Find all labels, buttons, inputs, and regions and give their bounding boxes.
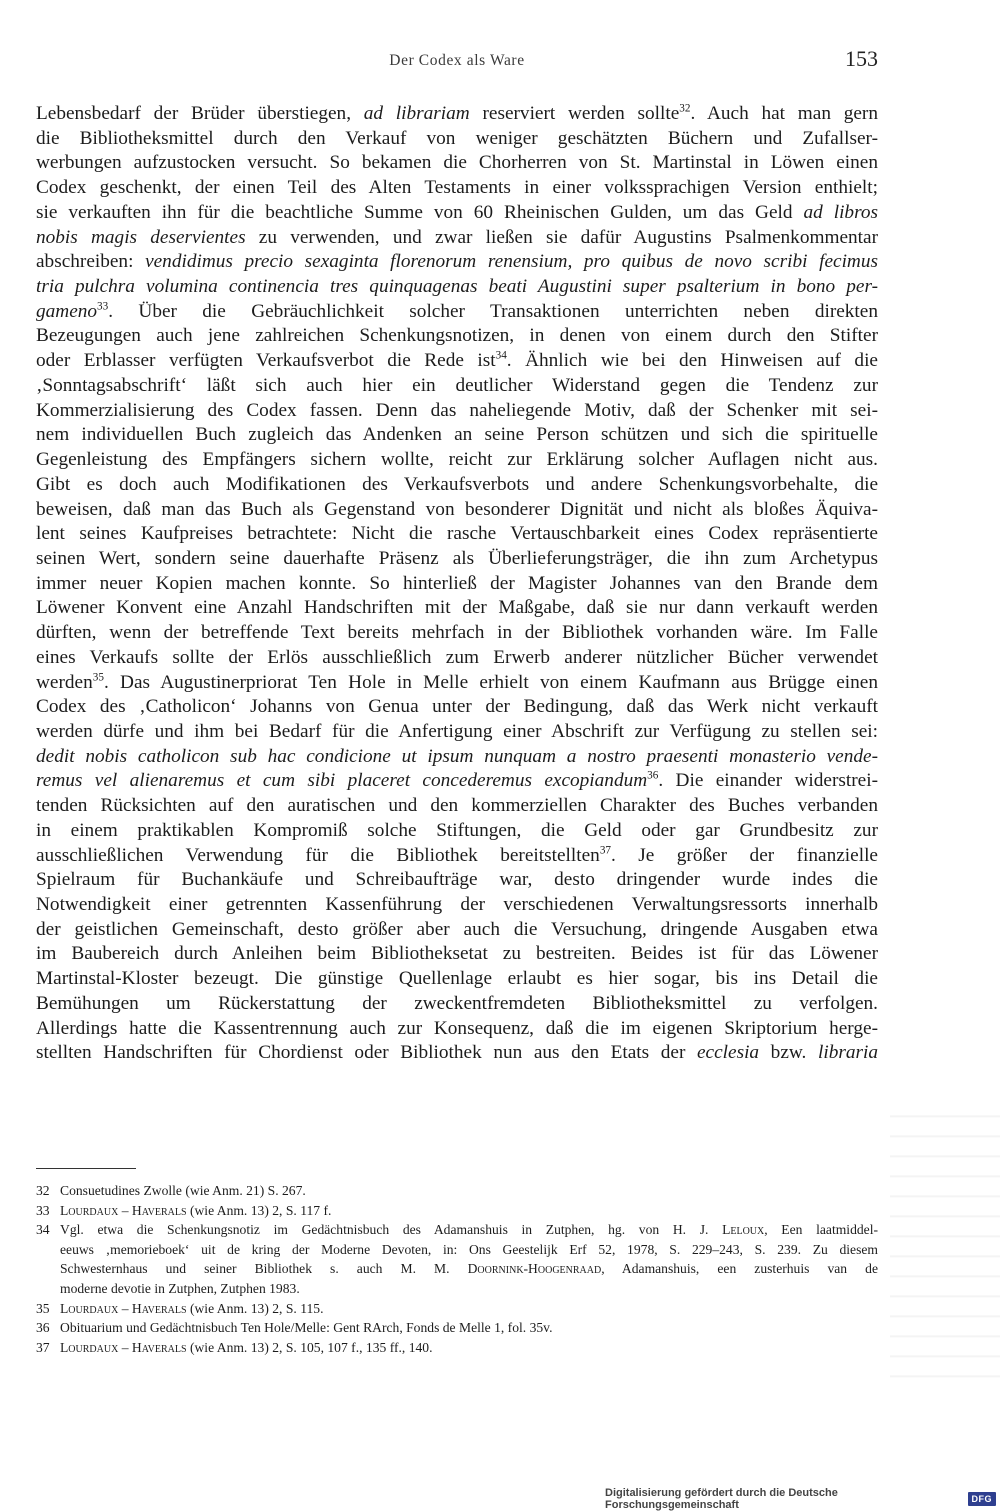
- italic-text: tria pulchra volumina continencia tres quinquagenas beati Augustini super psalterium in bono per-: [36, 276, 878, 298]
- footnote-ref: 33: [97, 300, 109, 313]
- text-line: [36, 745, 878, 770]
- footnote-line: 35 Lourdaux – Haverals (wie Anm. 13) 2, S. 115.: [36, 1299, 878, 1319]
- text-line: in einem praktikablen Kompromiß solche Stiftungen, die Geld oder gar Grundbesitz zur: [36, 819, 878, 841]
- text-line: Allerdings hatte die Kassentrennung auch zur Konsequenz, daß die im eigenen Skriptorium herge-: [36, 1017, 878, 1039]
- footnote-number: 37: [36, 1339, 50, 1355]
- text-line: Bemühungen um Rückerstattung der zweckentfremdeten Bibliotheksmittel zu verfolgen.: [36, 992, 878, 1014]
- author-name: Lourdaux – Haverals: [60, 1300, 187, 1316]
- text-line: werbungen aufzustocken versucht. So bekamen die Chorherren von St. Martinstal in Löwen einen: [36, 152, 878, 174]
- text-line: sie verkauften ihn für die beachtliche Summe von 60 Rheinischen Gulden, um das Geld ad libros: [36, 201, 879, 223]
- text-line: der geistlichen Gemeinschaft, desto größer aber auch die Versuchung, dringende Ausgaben etwa: [36, 918, 878, 940]
- text-line: Notwendigkeit einer getrennten Kassenführung der verschiedenen Verwaltungsressorts innerhalb: [36, 894, 878, 915]
- footnotes: [36, 1181, 878, 1357]
- text-line: ausschließlichen Verwendung für die Bibliothek bereitstellten$^{37}$. Je größer der finanzielle: [36, 844, 878, 866]
- text-line: werden dürfe und ihm bei Bedarf für die Anfertigung einer Abschrift zur Verfügung zu stellen sei:: [36, 720, 878, 742]
- page-number: 153: [845, 46, 878, 71]
- text-line: Gegenleistung des Empfängers sichern wollte, reicht zur Erklärung solcher Auflagen nicht aus.: [36, 449, 878, 471]
- dfg-logo: DFG: [968, 1492, 997, 1506]
- bleed-through-margin: [890, 1098, 1000, 1388]
- text-line: nem individuellen Buch zugleich das Andenken an seine Person schützen und sich die spirituelle: [36, 424, 878, 446]
- author-name: Lourdaux – Haverals: [60, 1339, 187, 1355]
- footnote-number: 35: [36, 1300, 50, 1316]
- italic-text: dedit nobis catholicon sub hac condicione ut ipsum nunquam a nostro praesenti monasterio vende-: [36, 745, 878, 767]
- credit-text: Digitalisierung gefördert durch die Deutsche Forschungsgemeinschaft: [605, 1487, 838, 1511]
- footnote-ref: 35: [92, 671, 104, 684]
- author-name: Leloux: [722, 1222, 765, 1238]
- text-line: lent seines Kaufpreises betrachtete: Nicht die rasche Vertauschbarkeit eines Codex repräsentierte: [36, 523, 878, 545]
- text-line: tenden Rücksichten auf den auratischen und den kommerziellen Charakter des Buches verbanden: [36, 795, 878, 817]
- footnote-line: 32 Consuetudines Zwolle (wie Anm. 21) S. 267.: [36, 1181, 878, 1201]
- text-line: nobis magis deservientes zu verwenden, und zwar ließen sie dafür Augustins Psalmenkommentar: [36, 226, 878, 248]
- footnote-line: Schwesternhaus und seiner Bibliothek s. auch M. M. Doornink-Hoogenraad, Adamanshuis, een zusterhuis van de: [60, 1261, 878, 1277]
- text-line: stellten Handschriften für Chordienst oder Bibliothek nun aus den Etats der ecclesia bzw. libraria: [36, 1042, 878, 1064]
- text-line: Lebensbedarf der Brüder überstiegen, ad librariam reserviert werden sollte$^{32}$. Auch hat man gern: [36, 102, 878, 124]
- text-line: Gibt es doch auch Modifikationen des Verkaufsverbots und andere Schenkungsvorbehalte, die: [36, 473, 878, 495]
- italic-text: gameno: [36, 300, 98, 322]
- author-name: Lourdaux – Haverals: [60, 1202, 187, 1218]
- text-line: Kommerzialisierung des Codex fassen. Denn das naheliegende Motiv, daß der Schenker mit sei-: [36, 399, 878, 421]
- italic-text: nobis magis deservientes: [36, 226, 246, 248]
- footnote-line: 33 Lourdaux – Haverals (wie Anm. 13) 2, S. 117 f.: [36, 1201, 878, 1221]
- italic-text: libraria: [817, 1042, 878, 1064]
- italic-text: ad librariam: [363, 103, 470, 124]
- text-line: werden$^{35}$. Das Augustinerpriorat Ten Hole in Melle erhielt von einem Kaufmann aus Brügge einen: [36, 671, 878, 693]
- text-line: eines Verkaufs sollte der Erlös ausschließlich zum Erwerb anderer nützlicher Bücher verwendet: [36, 646, 878, 668]
- footnote-number: 32: [36, 1183, 50, 1198]
- text-line: immer neuer Kopien machen konnte. So hinterließ der Magister Johannes van den Brande dem: [36, 572, 878, 594]
- footnote-line: moderne devotie in Zutphen, Zutphen 1983.: [60, 1280, 300, 1296]
- footnote-ref: 37: [599, 844, 611, 857]
- italic-text: ecclesia: [696, 1042, 760, 1064]
- text-line: ‚Sonntagsabschrift‘ läßt sich auch hier ein deutlicher Widerstand gegen die Tendenz zur: [36, 374, 878, 396]
- footnote-ref: 36: [647, 769, 659, 782]
- footnote-line: eeuws ‚memorieboek‘ uit de kring der Moderne Devoten, in: Ons Geestelijk Erf 52, 1978, S. 229–243, S. 239. Zu diesem: [60, 1241, 878, 1257]
- italic-text: ad libros: [803, 201, 879, 223]
- page-header: [36, 46, 878, 76]
- running-title: Der Codex als Ware: [389, 52, 525, 69]
- author-name: Doornink-Hoogenraad: [467, 1261, 602, 1277]
- text-line: im Baubereich durch Anleihen beim Bibliotheksetat zu bestreiten. Beides ist für das Löwener: [36, 943, 878, 965]
- italic-text: remus vel alienaremus et cum sibi placeret concederemus excopiandum: [36, 770, 648, 792]
- text-line: [36, 275, 878, 300]
- main-text: [36, 102, 878, 1066]
- footnote-ref: 34: [495, 349, 507, 362]
- digitization-credit: [605, 1488, 1000, 1510]
- text-line: abschreiben: vendidimus precio sexaginta florenorum renensium, pro quibus de novo scribi fecimus: [36, 251, 878, 273]
- text-line: beweisen, daß man das Buch als Gegenstand von besonderer Dignität und nicht als bloßes Äquiva-: [36, 498, 878, 520]
- text-line: Codex des ‚Catholicon‘ Johanns von Genua unter der Bedingung, daß das Werk nicht verkauft: [36, 696, 878, 718]
- text-line: die Bibliotheksmittel durch den Verkauf von weniger geschätzten Büchern und Zufallser-: [36, 127, 878, 149]
- footnote-ref: 32: [679, 102, 691, 115]
- footnote-line: 34 Vgl. etwa die Schenkungsnotiz im Gedächtnisbuch des Adamanshuis in Zutphen, hg. von H. J. Leloux, Een laatmiddel-: [36, 1220, 878, 1240]
- text-line: dürften, wenn der betreffende Text bereits mehrfach in der Bibliothek vorhanden wäre. Im Falle: [36, 622, 878, 644]
- footnote-separator: [36, 1168, 136, 1169]
- footnote-number: 33: [36, 1202, 50, 1218]
- footnote-number: 34: [36, 1222, 50, 1238]
- footnote-line: 37 Lourdaux – Haverals (wie Anm. 13) 2, S. 105, 107 f., 135 ff., 140.: [36, 1338, 878, 1358]
- text-line: Löwener Konvent eine Anzahl Handschriften mit der Maßgabe, daß sie nur dann verkauft werden: [36, 597, 878, 619]
- text-line: Martinstal-Kloster bezeugt. Die günstige Quellenlage erlaubt es hier sogar, bis ins Detail die: [36, 968, 878, 990]
- footnote-line: 36 Obituarium und Gedächtnisbuch Ten Hole/Melle: Gent RArch, Fonds de Melle 1, fol. 35v.: [36, 1318, 878, 1338]
- text-line: Codex geschenkt, der einen Teil des Alten Testaments in einer volkssprachigen Version enthielt;: [36, 177, 878, 199]
- text-line: gameno$^{33}$. Über die Gebräuchlichkeit solcher Transaktionen unterrichten neben direkten: [36, 300, 878, 322]
- text-line: Spielraum für Buchankäufe und Schreibaufträge war, desto dringender wurde indes die: [36, 869, 878, 891]
- text-line: oder Erblasser verfügten Verkaufsverbot die Rede ist$^{34}$. Ähnlich wie bei den Hinweisen auf die: [36, 349, 878, 372]
- text-line: seinen Wert, sondern seine dauerhafte Präsenz als Überlieferungsträger, die ihn zum Archetypus: [36, 547, 878, 569]
- text-line: Bezeugungen auch jene zahlreichen Schenkungsnotizen, in denen von einem durch den Stifter: [36, 325, 878, 347]
- footnote-number: 36: [36, 1320, 50, 1336]
- italic-text: vendidimus precio sexaginta florenorum renensium, pro quibus de novo scribi fecimus: [145, 251, 878, 273]
- text-line: remus vel alienaremus et cum sibi placeret concederemus excopiandum$^{36}$. Die einander widerstrei-: [36, 769, 878, 792]
